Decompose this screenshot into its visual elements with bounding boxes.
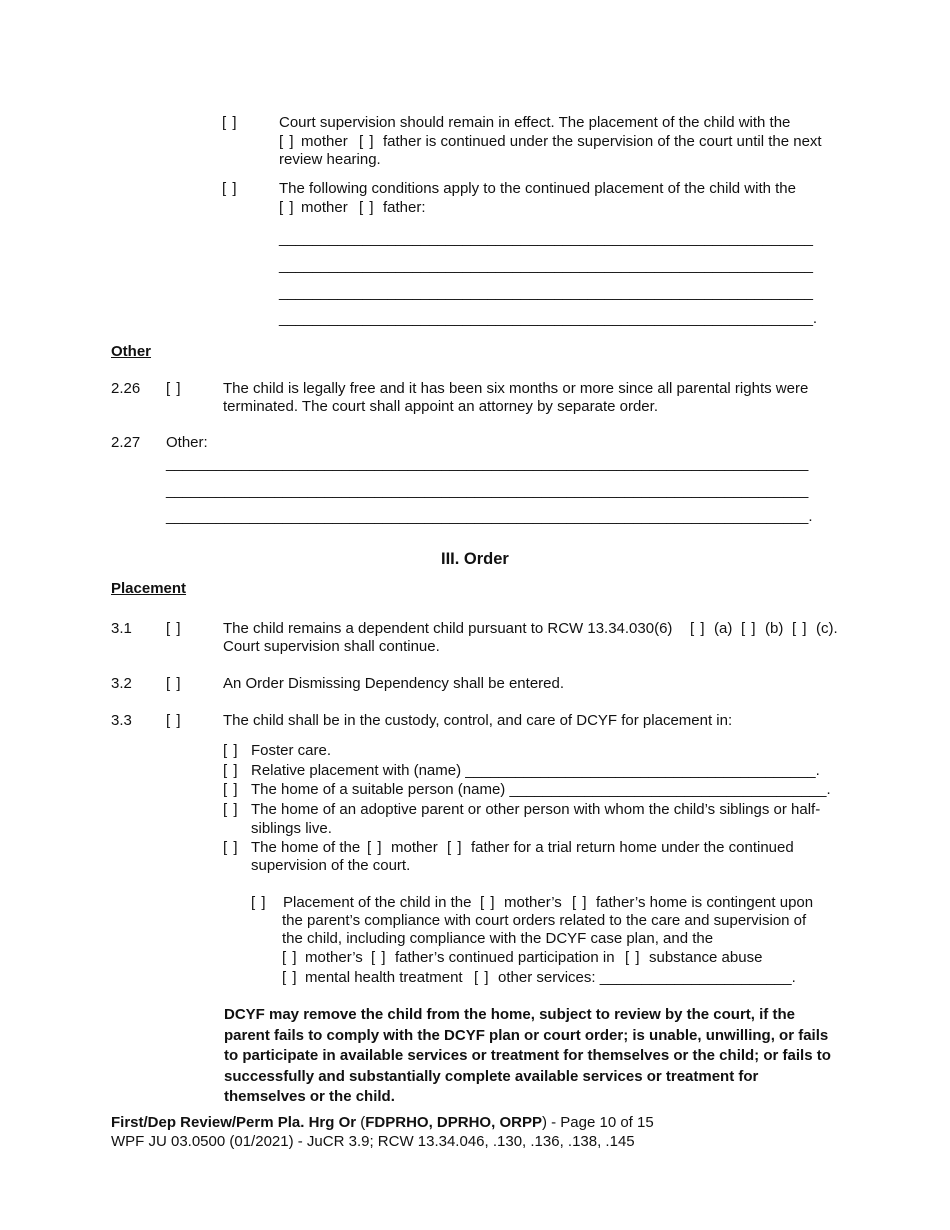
contingent-mother-checkbox[interactable]: [ ] — [480, 894, 496, 911]
contingent-checkbox[interactable]: [ ] — [251, 894, 267, 911]
conditions-father-label: father: — [383, 199, 426, 216]
conditions-line1: The following conditions apply to the continued placement of the child with the — [279, 180, 796, 197]
conditions-fill-line[interactable]: ________________________________________________________________ — [279, 284, 813, 301]
para-3-3-text: The child shall be in the custody, control, and care of DCYF for placement in: — [223, 712, 733, 729]
footer-form-title: First/Dep Review/Perm Pla. Hrg Or — [111, 1114, 357, 1131]
supervision-father-checkbox[interactable]: [ ] — [359, 133, 375, 150]
contingent-line1: Placement of the child in the — [283, 894, 472, 911]
mental-health-checkbox[interactable]: [ ] — [282, 969, 298, 986]
para-3-1-line2: Court supervision shall continue. — [223, 638, 440, 655]
conditions-father-checkbox[interactable]: [ ] — [359, 199, 375, 216]
conditions-fill-line[interactable]: ________________________________________________________________ — [279, 257, 813, 274]
para-3-1-number: 3.1 — [111, 620, 132, 637]
participation-mother-label: mother’s — [305, 949, 363, 966]
participation-mother-checkbox[interactable]: [ ] — [282, 949, 298, 966]
para-3-3-checkbox[interactable]: [ ] — [166, 712, 182, 729]
trial-return-father-text: father for a trial return home under the continued — [471, 839, 794, 856]
footer-page-info: ) - Page 10 of 15 — [541, 1114, 654, 1131]
para-3-3-number: 3.3 — [111, 712, 132, 729]
contingent-line2: the parent’s compliance with court orders related to the care and supervision of — [282, 912, 807, 929]
para-3-1-option-a-label: (a) — [714, 620, 733, 637]
supervision-mother-label: mother — [301, 133, 348, 150]
footer-line1 — [111, 1114, 654, 1133]
adoptive-parent-checkbox[interactable]: [ ] — [223, 801, 239, 818]
footer-line2: WPF JU 03.0500 (01/2021) - JuCR 3.9; RCW 13.34.046, .130, .136, .138, .145 — [111, 1133, 635, 1150]
para-3-2-number: 3.2 — [111, 675, 132, 692]
para-3-1-option-b-label: (b) — [765, 620, 784, 637]
conditions-fill-line[interactable]: ________________________________________________________________ — [279, 230, 813, 247]
adoptive-parent-line2: siblings live. — [251, 820, 332, 837]
footer-paren: ( — [360, 1114, 366, 1131]
para-3-1-option-b-checkbox[interactable]: [ ] — [741, 620, 757, 637]
para-3-1-line1: The child remains a dependent child pursuant to RCW 13.34.030(6) — [223, 620, 673, 637]
para-3-2-checkbox[interactable]: [ ] — [166, 675, 182, 692]
trial-return-text: The home of the — [251, 839, 361, 856]
relative-placement-label: Relative placement with (name) __________________________________________. — [251, 762, 820, 779]
contingent-line3: the child, including compliance with the DCYF case plan, and the — [282, 930, 714, 947]
para-3-1-option-c-label: (c). — [816, 620, 838, 637]
supervision-line3: review hearing. — [279, 151, 381, 168]
conditions-mother-label: mother — [301, 199, 348, 216]
para-2-26-number: 2.26 — [111, 380, 141, 397]
para-2-26-checkbox[interactable]: [ ] — [166, 380, 182, 397]
other-services-checkbox[interactable]: [ ] — [474, 969, 490, 986]
supervision-father-text: father is continued under the supervision of the court until the next — [383, 133, 822, 150]
trial-return-mother-checkbox[interactable]: [ ] — [367, 839, 383, 856]
para-2-27-label: Other: — [166, 434, 208, 451]
other-fill-line-end[interactable]: _____________________________________________________________________________. — [166, 508, 813, 525]
para-2-26-line1: The child is legally free and it has been six months or more since all parental rights were — [223, 380, 809, 397]
trial-return-checkbox[interactable]: [ ] — [223, 839, 239, 856]
substance-abuse-label: substance abuse — [649, 949, 763, 966]
dcyf-removal-warning: DCYF may remove the child from the home, subject to review by the court, if the parent fails to comply with the DCYF plan or court order; is unable, unwilling, or fails to participate in available services or treatment for themselves or the child; or fails to successfully and substantially complete available services or treatment for themselves or the child. — [224, 1006, 831, 1105]
para-2-27-number: 2.27 — [111, 434, 141, 451]
other-services-label: other services: _______________________. — [498, 969, 796, 986]
contingent-father-text: father’s home is contingent upon — [596, 894, 814, 911]
contingent-father-checkbox[interactable]: [ ] — [572, 894, 588, 911]
supervision-mother-checkbox[interactable]: [ ] — [279, 133, 295, 150]
para-3-1-checkbox[interactable]: [ ] — [166, 620, 182, 637]
adoptive-parent-line1: The home of an adoptive parent or other person with whom the child’s siblings or half- — [251, 801, 821, 818]
suitable-person-label: The home of a suitable person (name) ______________________________________. — [251, 781, 831, 798]
relative-placement-checkbox[interactable]: [ ] — [223, 762, 239, 779]
suitable-person-checkbox[interactable]: [ ] — [223, 781, 239, 798]
para-2-26-line2: terminated. The court shall appoint an attorney by separate order. — [223, 398, 658, 415]
foster-care-label: Foster care. — [251, 742, 332, 759]
conditions-fill-line-end[interactable]: ________________________________________________________________. — [279, 310, 818, 327]
trial-return-line2: supervision of the court. — [251, 857, 411, 874]
other-fill-line[interactable]: _____________________________________________________________________________ — [166, 482, 809, 499]
conditions-mother-checkbox[interactable]: [ ] — [279, 199, 295, 216]
placement-heading: Placement — [111, 580, 187, 597]
foster-care-checkbox[interactable]: [ ] — [223, 742, 239, 759]
para-3-1-option-c-checkbox[interactable]: [ ] — [792, 620, 808, 637]
contingent-mother-label: mother’s — [504, 894, 562, 911]
conditions-checkbox[interactable]: [ ] — [222, 180, 238, 197]
substance-abuse-checkbox[interactable]: [ ] — [625, 949, 641, 966]
trial-return-father-checkbox[interactable]: [ ] — [447, 839, 463, 856]
para-3-1-option-a-checkbox[interactable]: [ ] — [690, 620, 706, 637]
supervision-line1: Court supervision should remain in effect. The placement of the child with the — [279, 114, 791, 131]
order-title: III. Order — [441, 550, 509, 568]
supervision-checkbox[interactable]: [ ] — [222, 114, 238, 131]
other-fill-line[interactable]: _____________________________________________________________________________ — [166, 455, 809, 472]
participation-father-text: father’s continued participation in — [395, 949, 615, 966]
mental-health-label: mental health treatment — [305, 969, 463, 986]
trial-return-mother-label: mother — [391, 839, 438, 856]
participation-father-checkbox[interactable]: [ ] — [371, 949, 387, 966]
footer-form-codes: FDPRHO, DPRHO, ORPP — [365, 1114, 542, 1131]
para-3-2-text: An Order Dismissing Dependency shall be entered. — [223, 675, 565, 692]
other-heading: Other — [111, 343, 152, 360]
